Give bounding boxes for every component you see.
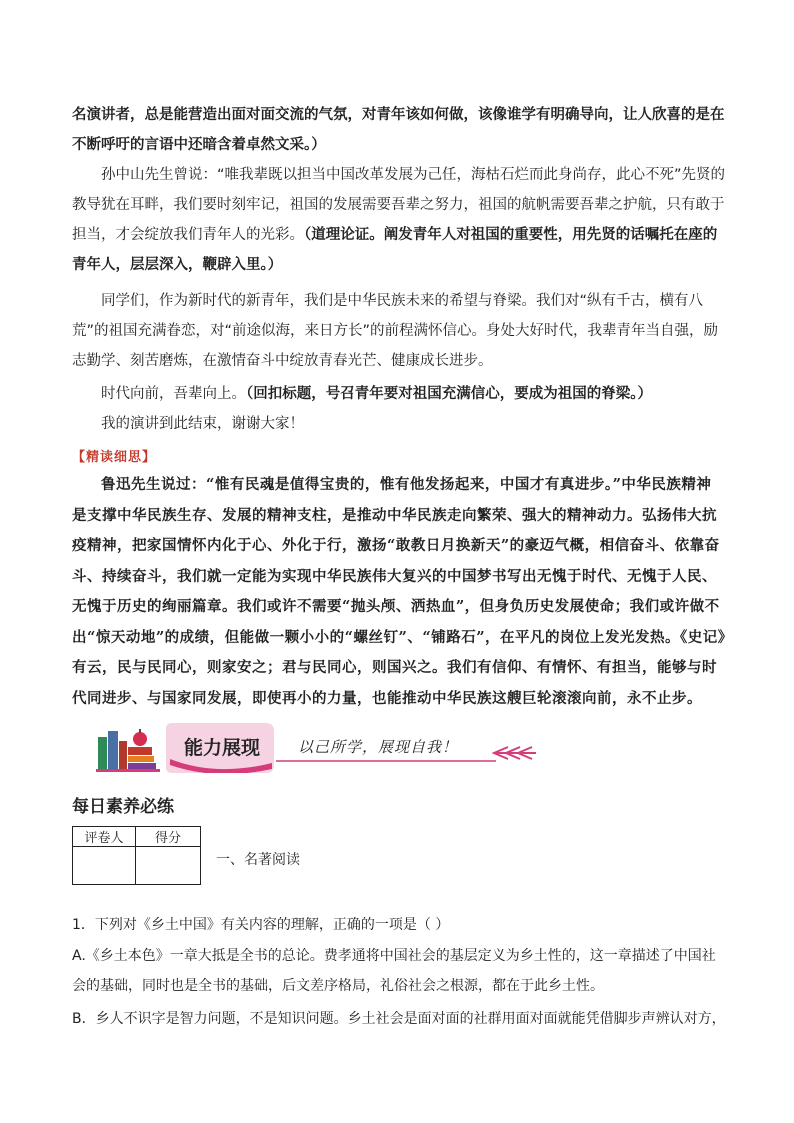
jingdu-tag: 【精读细思】 [72, 450, 157, 465]
books-icon [96, 729, 160, 772]
paragraph-closing: 我的演讲到此结束，谢谢大家！ [101, 416, 304, 432]
grader-cell [73, 847, 136, 885]
paragraph-annotation: （回扣标题，号召青年要对祖国充满信心，要成为祖国的脊梁。） [246, 386, 652, 402]
paragraph-intro-note: 名演讲者，总是能营造出面对面交流的气氛，对青年该如何做，该像谁学有明确导向，让人欣喜的是在不断呼吁的言语中还暗含着卓然文采。） [72, 107, 725, 153]
section-title: 每日素养必练 [72, 797, 174, 817]
question-1: 1．下列对《乡土中国》有关内容的理解，正确的一项是（ ） [72, 917, 450, 933]
arrow-left-icon [494, 747, 536, 759]
paragraph-sun-zhongshan [72, 160, 726, 280]
banner-slogan: 以己所学，展现自我！ [298, 738, 459, 756]
score-table-header-grader: 评卷人 [73, 827, 136, 847]
paragraph-new-youth: 同学们，作为新时代的新青年，我们是中华民族未来的希望与脊梁。我们对“纵有千古，横有八荒”的祖国充满眷恋，对“前途似海，来日方长”的前程满怀信心。身处大好时代，我辈青年当自强，励志勤学、刻苦磨炼，在激情奋斗中绽放青春光芒、健康成长进步。 [72, 293, 719, 369]
question-group-label: 一、名著阅读 [216, 852, 300, 868]
paragraph-conclusion [72, 379, 726, 409]
option-b: B．乡人不识字是智力问题，不是知识问题。乡土社会是面对面的社群用面对面就能凭借脚步声辨认对方， [72, 1011, 726, 1027]
score-table [72, 826, 201, 885]
paragraph-text: 时代向前，吾辈向上。 [101, 386, 246, 402]
score-table-header-score: 得分 [136, 827, 201, 847]
paragraph-annotation: （道理论证。阐发青年人对祖国的重要性，用先贤的话嘱托在座的青年人，层层深入，鞭辟入里。） [72, 227, 718, 273]
jingdu-paragraph: 鲁迅先生说过：“惟有民魂是值得宝贵的，惟有他发扬起来，中国才有真进步。”中华民族精神是支撑中华民族生存、发展的精神支柱，是推动中华民族走向繁荣、强大的精神动力。弘扬伟大抗疫精神，把家国情怀内化于心、外化于行，激扬“敢教日月换新天”的豪迈气概，相信奋斗、依靠奋斗、持续奋斗，我们就一定能为实现中华民族伟大复兴的中国梦书写出无愧于时代、无愧于人民、无愧于历史的绚丽篇章。我们或许不需要“抛头颅、洒热血”，但身负历史发展使命；我们或许做不出“惊天动地”的成绩，但能做一颗小小的“螺丝钉”、“铺路石”，在平凡的岗位上发光发热。《史记》有云，民与民同心，则家安之；君与民同心，则国兴之。我们有信仰、有情怀、有担当，能够与时代同进步、与国家同发展，即使再小的力量，也能推动中华民族这艘巨轮滚滚向前，永不止步。 [72, 476, 726, 707]
option-a: A.《乡土本色》一章大抵是全书的总论。费孝通将中国社会的基层定义为乡土性的，这一章描述了中国社会的基础，同时也是全书的基础，后文差序格局，礼俗社会之根源，都在于此乡土性。 [72, 948, 716, 994]
paragraph-text: 孙中山先生曾说：“唯我辈既以担当中国改革发展为己任，海枯石烂而此身尚存，此心不死”先贤的教导犹在耳畔，我们要时刻牢记，祖国的发展需要吾辈之努力，祖国的航帆需要吾辈之护航，只有敢于担当，才会绽放我们青年人的光彩。 [72, 167, 726, 243]
score-cell [136, 847, 201, 885]
banner-title: 能力展现 [183, 737, 260, 759]
